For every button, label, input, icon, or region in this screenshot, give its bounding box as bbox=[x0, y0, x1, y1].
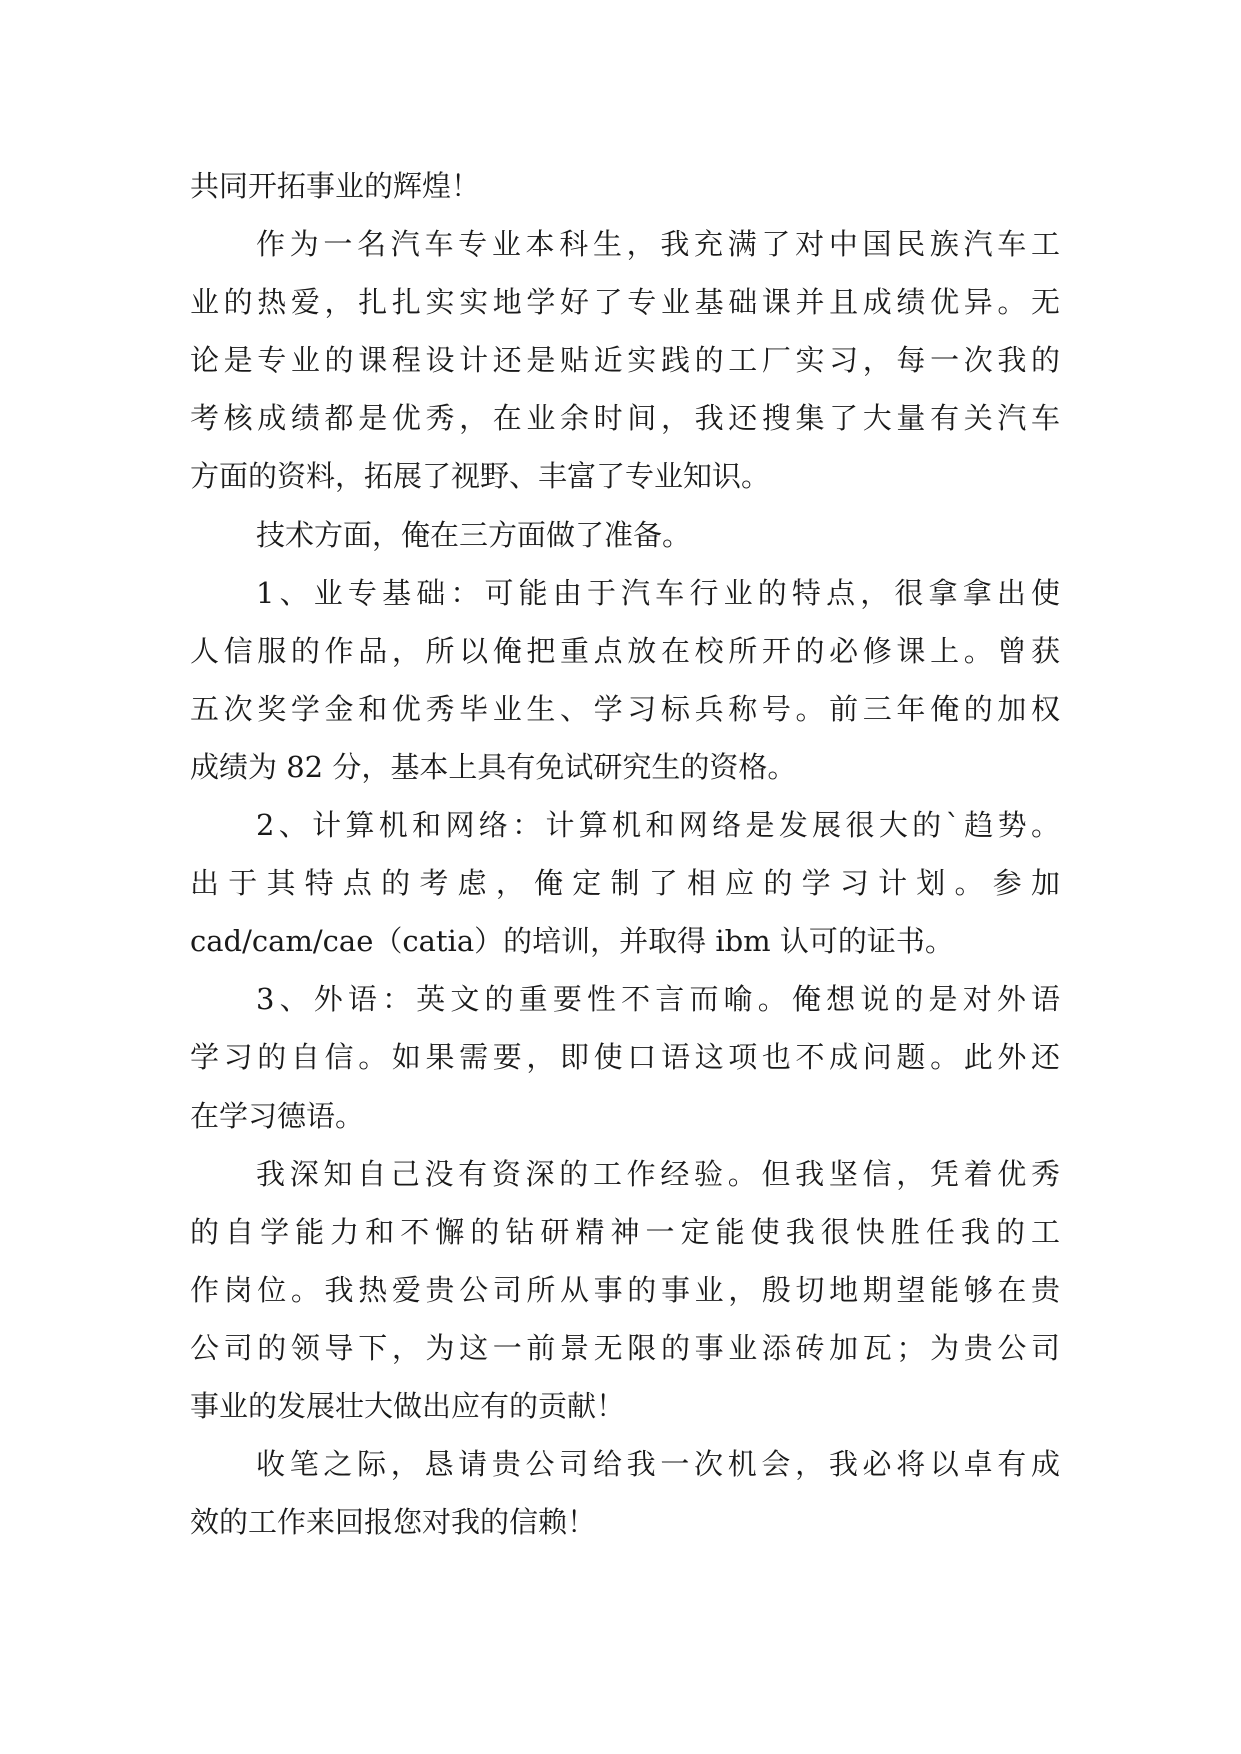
text-line: 事业的发展壮大做出应有的贡献！ bbox=[190, 1388, 626, 1423]
text-line: 的自学能力和不懈的钻研精神一定能使我很快胜任我的工 bbox=[190, 1214, 1060, 1249]
text-line: 共同开拓事业的辉煌！ bbox=[190, 169, 481, 203]
text-line: 技术方面，俺在三方面做了准备。 bbox=[256, 517, 692, 552]
text-line: 成绩为 82 分，基本上具有免试研究生的资格。 bbox=[190, 749, 797, 784]
document-body bbox=[190, 157, 1060, 1551]
text-line: 我深知自己没有资深的工作经验。但我坚信，凭着优秀 bbox=[256, 1156, 1060, 1191]
text-line: 五次奖学金和优秀毕业生、学习标兵称号。前三年俺的加权 bbox=[190, 691, 1060, 726]
text-line: 1、业专基础：可能由于汽车行业的特点，很拿拿出使 bbox=[256, 575, 1060, 610]
text-line: 业的热爱，扎扎实实地学好了专业基础课并且成绩优异。无 bbox=[190, 285, 1060, 320]
text-line: 人信服的作品，所以俺把重点放在校所开的必修课上。曾获 bbox=[190, 633, 1060, 668]
text-line: 作岗位。我热爱贵公司所从事的事业，殷切地期望能够在贵 bbox=[190, 1272, 1060, 1307]
text-line: 2、计算机和网络：计算机和网络是发展很大的`趋势。 bbox=[256, 808, 1060, 843]
text-line: 学习的自信。如果需要，即使口语这项也不成问题。此外还 bbox=[190, 1040, 1060, 1075]
text-line: 在学习德语。 bbox=[190, 1098, 365, 1133]
text-line: 出于其特点的考虑，俺定制了相应的学习计划。参加 bbox=[190, 866, 1060, 901]
text-line: 论是专业的课程设计还是贴近实践的工厂实习，每一次我的 bbox=[190, 343, 1060, 378]
text-line: 方面的资料，拓展了视野、丰富了专业知识。 bbox=[190, 459, 771, 494]
text-line: 效的工作来回报您对我的信赖！ bbox=[190, 1505, 597, 1540]
text-line: 作为一名汽车专业本科生，我充满了对中国民族汽车工 bbox=[256, 227, 1060, 262]
text-line: 3、外语：英文的重要性不言而喻。俺想说的是对外语 bbox=[256, 982, 1060, 1017]
text-line: cad/cam/cae（catia）的培训，并取得 ibm 认可的证书。 bbox=[190, 924, 954, 959]
text-line: 公司的领导下，为这一前景无限的事业添砖加瓦；为贵公司 bbox=[190, 1330, 1060, 1365]
text-line: 考核成绩都是优秀，在业余时间，我还搜集了大量有关汽车 bbox=[190, 401, 1060, 436]
text-line: 收笔之际，恳请贵公司给我一次机会，我必将以卓有成 bbox=[256, 1447, 1060, 1482]
